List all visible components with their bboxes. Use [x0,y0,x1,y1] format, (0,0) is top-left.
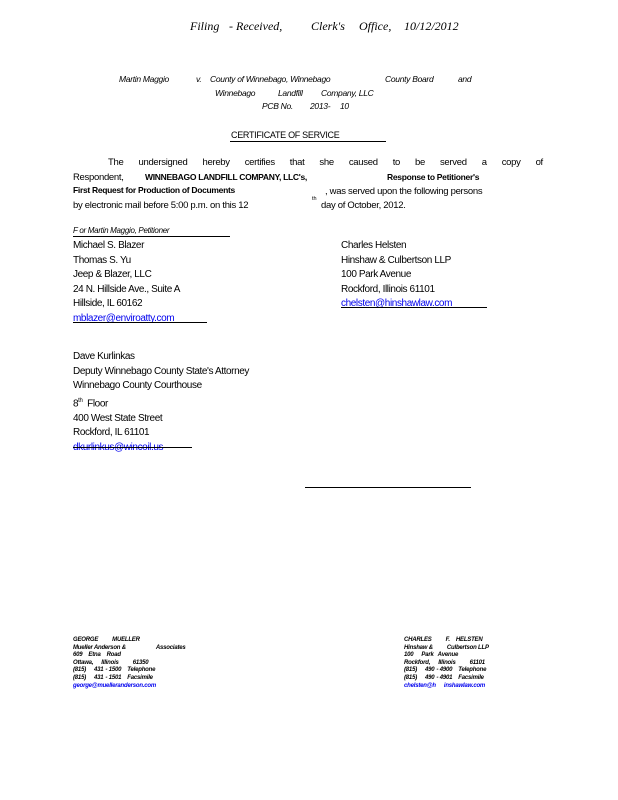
for-underline [73,236,230,237]
recipient-line: Charles Helsten [341,240,407,251]
caption-versus: v. [196,74,202,84]
recipient-line: Winnebago County Courthouse [73,380,202,392]
footer-mueller-block [73,637,186,690]
word: of [535,157,543,168]
word: The [108,157,124,168]
header-clerks: Clerk's [311,19,345,33]
footer-email-helsten[interactable]: chelsten@h inshawlaw.com [404,682,486,689]
certificate-line-1 [108,157,543,168]
email-link-kurlinkas[interactable]: dkurlinkus@wincoil.us [73,441,164,453]
caption-landfill: Landfill [278,88,303,98]
recipient-line: Hinshaw & Culbertson LLP [341,254,451,266]
recipient-line: Thomas S. Yu [73,254,131,266]
caption-pcb-number: 2013- [310,101,331,111]
word: undersigned [138,157,188,168]
footer-line: (815) 431 - 1501 Facsimile [73,674,153,681]
floor-word: Floor [87,398,108,410]
word: be [415,157,425,168]
recipient-line: 24 N. Hillside Ave., Suite A [73,283,181,295]
header-received: - Received, [229,19,283,33]
caption-petitioner: Martin Maggio [119,74,169,84]
footer-line: (815) 431 - 1500 Telephone [73,667,156,674]
recipient-helsten [341,239,452,312]
title-underline [230,141,386,142]
caption-winnebago: Winnebago [215,88,256,98]
email-underline [73,322,207,323]
header-date: 10/12/2012 [404,19,459,33]
by-email-text: by electronic mail before 5:00 p.m. on this 12 [73,200,249,211]
recipient-line: Dave Kurlinkas [73,351,135,362]
footer-email-mueller[interactable]: george@muelleranderson.com [73,682,157,689]
response-title: Response to Petitioner's [387,172,480,182]
caption-county-board: County Board [385,74,434,84]
floor-number: 8 [73,398,79,410]
caption-and: and [458,74,472,84]
recipient-floor [73,394,249,412]
recipient-line: Michael S. Blazer [73,240,145,251]
footer-line: Hinshaw & Culbertson LLP [404,644,489,651]
word: copy [501,157,521,168]
recipient-line: Rockford, Illinois 61101 [341,283,435,295]
recipient-line: Deputy Winnebago County State's Attorney [73,365,250,377]
footer-helsten-block [404,637,489,690]
day-of-text: day of October, 2012. [321,200,406,211]
caption-pcb-suffix: 10 [340,101,349,111]
signature-line [305,487,471,488]
for-petitioner-label: F or Martin Maggio, Petitioner [73,226,170,235]
recipient-line: 100 Park Avenue [341,269,411,281]
email-link-helsten[interactable]: chelsten@hinshawlaw.com [341,298,453,310]
footer-line: (815) 490 - 4901 Facsimile [404,674,484,681]
footer-line: GEORGE MUELLER [73,637,140,643]
word: a [481,157,487,168]
caption-company: Company, LLC [321,88,374,98]
header-office: Office, [359,19,392,33]
footer-line: (815) 490 - 4900 Telephone [404,667,487,674]
footer-line: Rockford, Illinois 61101 [404,659,485,666]
footer-line: Ottawa, Illinois 61350 [73,659,149,666]
recipient-line: Jeep & Blazer, LLC [73,269,152,281]
header-filing: Filing [190,19,220,33]
served-text: , was served upon the following persons [325,186,483,197]
respondent-label: Respondent, [73,172,124,183]
footer-line: 100 Park Avenue [404,652,459,659]
word: to [392,157,401,168]
email-underline [341,307,487,308]
footer-line: CHARLES F. HELSTEN [404,637,483,643]
superscript-th: th [312,196,317,202]
word: served [439,157,467,168]
word: she [319,157,334,168]
recipient-line: Rockford, IL 61101 [73,427,150,439]
first-request-title: First Request for Production of Documents [73,185,235,195]
email-link-blazer[interactable]: mblazer@enviroatty.com [73,312,175,324]
word: certifies [244,157,275,168]
footer-line: Mueller Anderson & Associates [73,644,186,651]
recipient-line: Hillside, IL 60162 [73,298,143,310]
recipient-blazer [73,239,180,327]
email-underline [73,447,192,448]
footer-line: 609 Etna Road [73,652,121,659]
floor-superscript: th [78,397,83,404]
word: that [289,157,305,168]
respondent-name: WINNEBAGO LANDFILL COMPANY, LLC's, [145,172,307,182]
certificate-title: CERTIFICATE OF SERVICE [231,130,340,140]
caption-county: County of Winnebago, Winnebago [210,74,331,84]
word: hereby [202,157,230,168]
caption-pcb-label: PCB No. [262,101,293,111]
recipient-line: 400 West State Street [73,412,163,424]
recipient-kurlinkas [73,350,249,455]
word: caused [348,157,378,168]
